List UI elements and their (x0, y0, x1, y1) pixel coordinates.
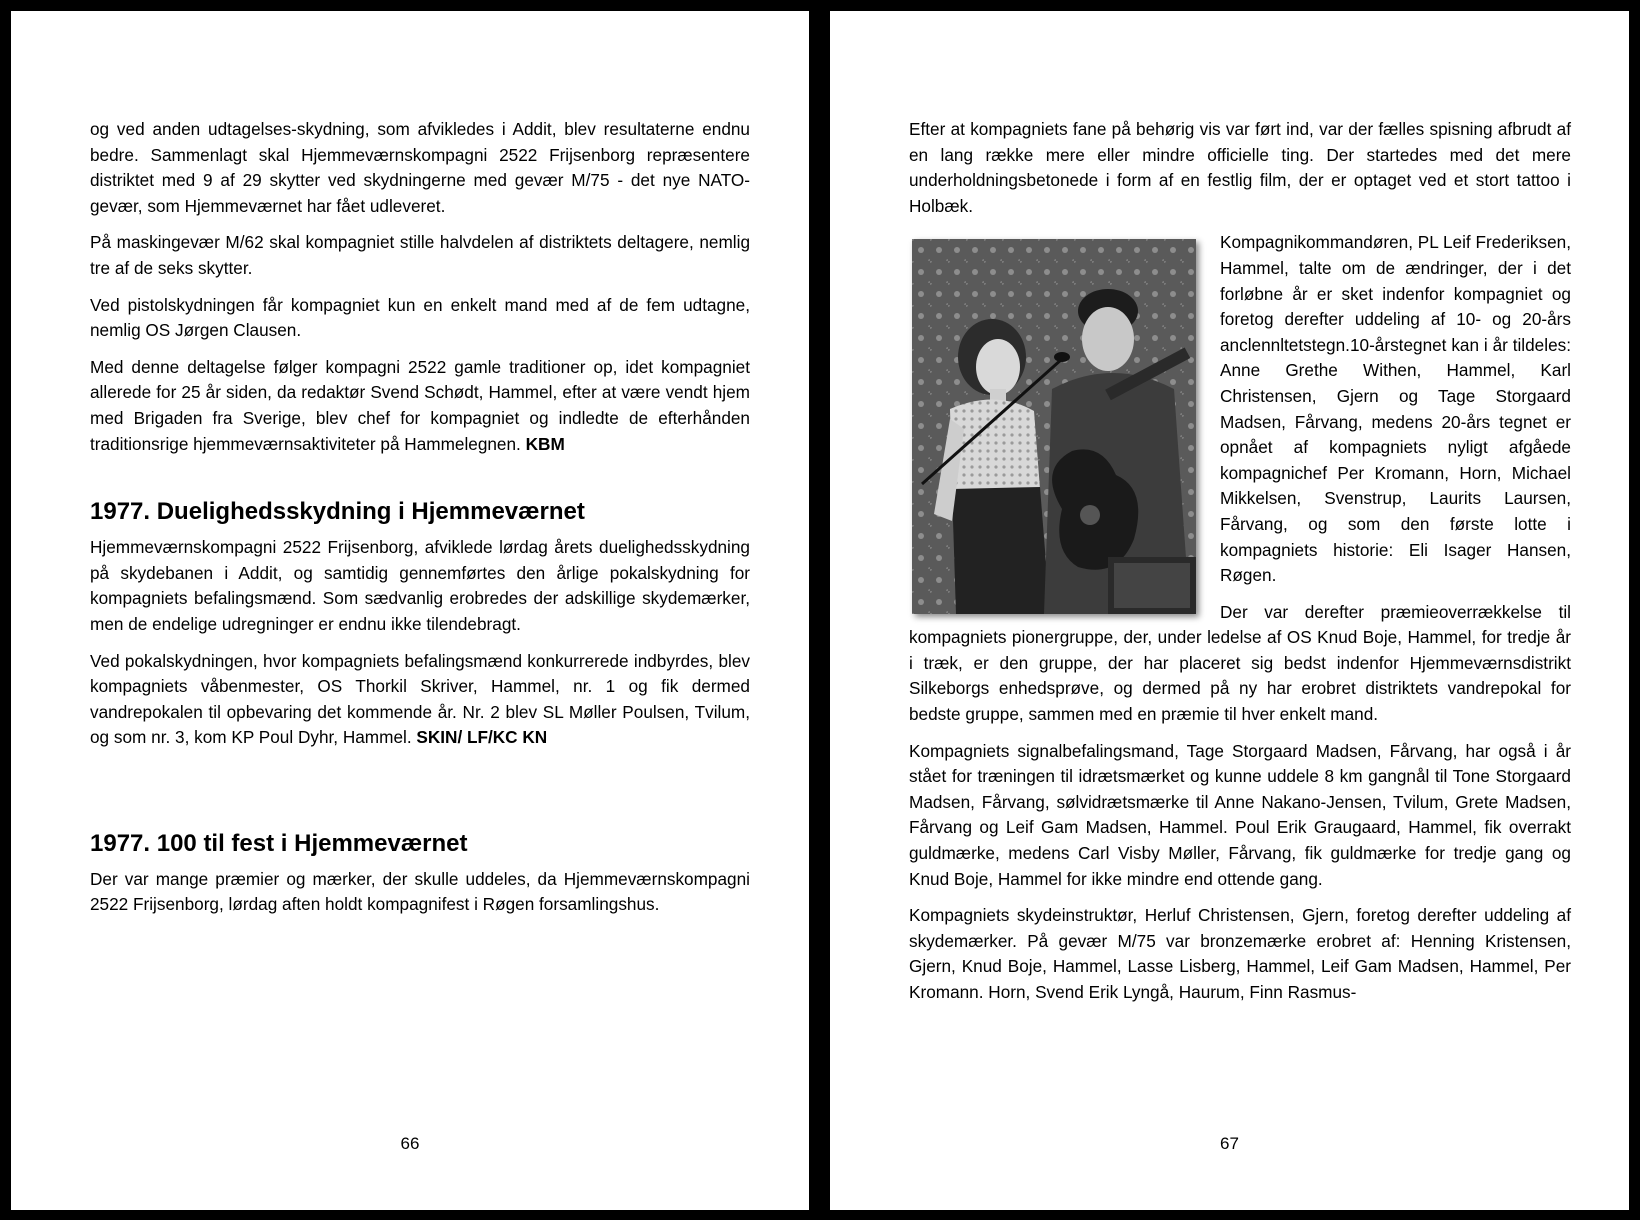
paragraph-pokalskydning-text: Ved pokalskydningen, hvor kompagniets befalingsmænd konkurrerede indbyrdes, blev kompagniets våbenmester, OS Thorkil Skriver, Hammel, nr. 1 og fik dermed vandrepokalen til opbevaring det kommende år. Nr. 2 blev SL Møller Poulsen, Tvilum, og som nr. 3, kom KP Poul Dyhr, Hammel. (90, 650, 750, 748)
right-page (830, 11, 1629, 1210)
paragraph-fest: Der var mange præmier og mærker, der skulle uddeles, da Hjemmeværnskompagni 2522 Frijsenborg, lørdag aften holdt kompagnifest i Røgen forsamlingshus. (90, 868, 750, 915)
page-number-left: 66 (400, 1134, 420, 1153)
paragraph-traditioner (90, 355, 750, 457)
paragraph-signalbefalingsmand: Kompagniets signalbefalingsmand, Tage Storgaard Madsen, Fårvang, har også i år stået for træningen til idrætsmærket og kunne uddele 8 km gangnål til Tone Storgaard Madsen, Fårvang, sølvidrætsmærke til Anne Nakano-Jensen, Tvilum, Grete Madsen, Fårvang og Leif Gam Madsen, Hammel. Poul Erik Graugaard, Hammel, fik overrakt guldmærke, medens Carl Visby Møller, Fårvang, fik guldmærke for tredje gang og Knud Boje, Hammel for ikke mindre end ottende gang. (909, 740, 1571, 889)
paragraph-pokalskydning (90, 649, 750, 751)
paragraph-praemieoverraekkelse: Der var derefter præmieoverrækkelse til kompagniets pionergruppe, der, under ledelse af OS Knud Boje, Hammel, for tredje år i træk, er den gruppe, der har placeret sig bedst indenfor Hjemmeværnsdistrikt Silkeborgs enhedsprøve, og dermed på ny har erobret distriktets vandrepokal for bedste gruppe, sammen med en præmie til hver enkelt mand. (909, 601, 1571, 725)
paragraph-traditioner-text: Med denne deltagelse følger kompagni 2522 gamle traditioner op, idet kompagniet allerede for 25 år siden, da redaktør Svend Schødt, Hammel, efter at være vendt hjem med Brigaden fra Sverige, blev chef for kompagniet og indledte de efterhånden traditionsrige hjemmeværnsaktiviteter på Hammelegnen. (90, 356, 750, 454)
signature-skin: SKIN/ LF/KC KN (416, 727, 548, 748)
paragraph-udtagelses-skydning: og ved anden udtagelses-skydning, som afvikledes i Addit, blev resultaterne endnu bedre. Sammenlagt skal Hjemmeværnskompagni 2522 Frijsenborg repræsentere distriktet med 9 af 29 skytter ved skydningerne med gevær M/75 - det nye NATO-gevær, som Hjemmeværnet har fået udleveret. (90, 119, 750, 216)
paragraph-duelighedsskydning: Hjemmeværnskompagni 2522 Frijsenborg, afviklede lørdag årets duelighedsskydning på skydebanen i Addit, og samtidig gennemførtes den årlige pokalskydning for kompagniets befalingsmænd. Som sædvanlig erobredes der adskillige skydemærker, men de endelige udregninger er endnu ikke tilendebragt. (90, 537, 750, 634)
signature-kbm: KBM (525, 433, 565, 454)
left-page-text (90, 117, 750, 929)
paragraph-kompagnikommandoren: Kompagnikommandøren, PL Leif Frederiksen, Hammel, talte om de ændringer, der i det forløbne år er sket indenfor kompagniet og foretog derefter uddeling af 10- og 20-års anclennltetstegn.10-årstegnet kan i år tildeles: Anne Grethe Withen, Hammel, Karl Christensen, Gjern og Tage Storgaard Madsen, Fårvang, medens 20-års tegnet er opnået af kompagniets nyligt afgåede kompagnichef Per Kromann, Horn, Michael Mikkelsen, Svenstrup, Laurits Laursen, Fårvang, og som den første lotte i kompagniets historie: Eli Isager Hansen, Røgen. (1220, 232, 1571, 586)
right-page-text (909, 117, 1571, 1017)
page-number-right: 67 (1220, 1134, 1239, 1153)
photo-singer-and-guitarist (912, 239, 1196, 614)
heading-fest: 1977. 100 til fest i Hjemmeværnet (90, 829, 468, 857)
paragraph-maskingevaer: På maskingevær M/62 skal kompagniet stille halvdelen af distriktets deltagere, nemlig tre af de seks skytter. (90, 232, 750, 278)
paragraph-skydeinstruktor: Kompagniets skydeinstruktør, Herluf Christensen, Gjern, foretog derefter uddeling af skydemærker. På gevær M/75 var bronzemærke erobret af: Henning Kristensen, Gjern, Knud Boje, Hammel, Lasse Lisberg, Hammel, Leif Gam Madsen, Hammel, Per Kromann. Horn, Svend Erik Lyngå, Haurum, Finn Rasmus- (909, 905, 1571, 1002)
photo-illustration (912, 239, 1196, 614)
paragraph-pistolskydning: Ved pistolskydningen får kompagniet kun en enkelt mand med af de fem udtagne, nemlig OS Jørgen Clausen. (90, 294, 750, 341)
paragraph-fane: Efter at kompagniets fane på behørig vis var ført ind, var der fælles spisning afbrudt af en lang række mere eller mindre officielle ting. Der startedes med det mere underholdningsbetonede i form af en festlig film, der er optaget ved et stort tattoo i Holbæk. (909, 119, 1571, 216)
left-page (11, 11, 809, 1210)
heading-duelighedsskydning: 1977. Duelighedsskydning i Hjemmeværnet (90, 498, 585, 526)
